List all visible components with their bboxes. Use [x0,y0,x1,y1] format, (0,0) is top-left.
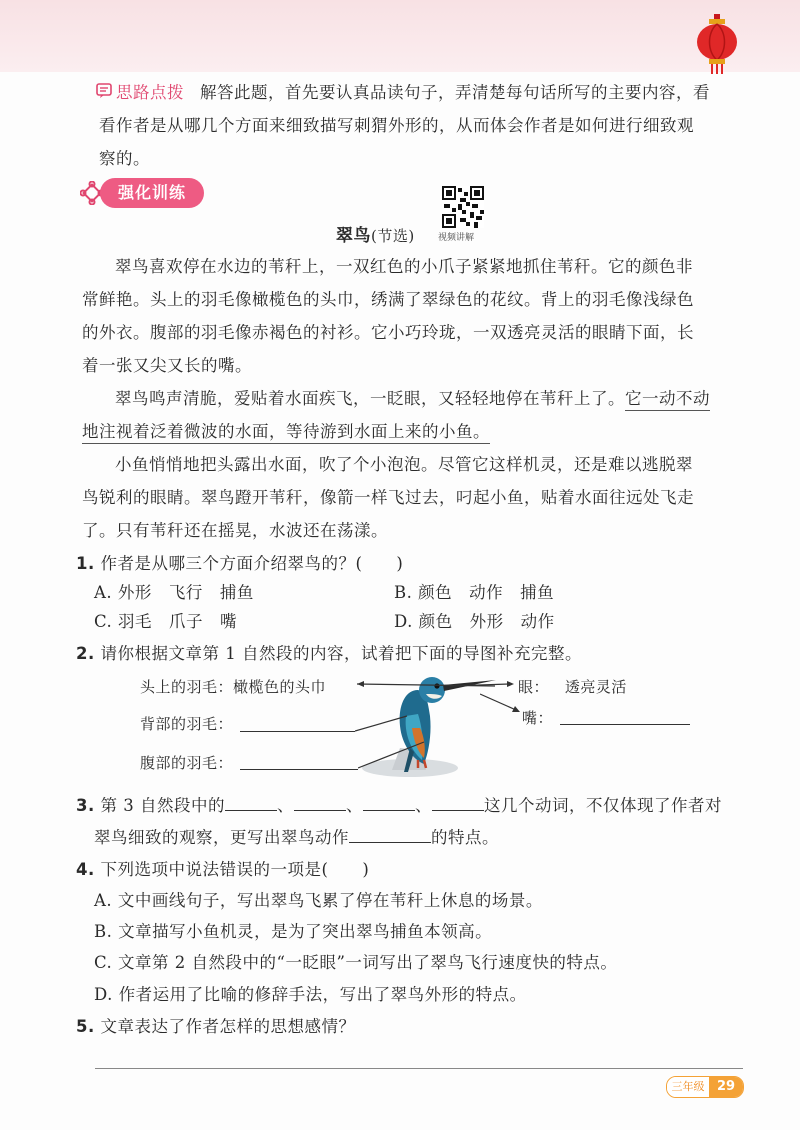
article-p3-line: 了。只有苇秆还在摇晃，水波还在荡漾。 [82,521,388,540]
hint-line-3: 察的。 [99,149,150,168]
article-p1-line: 的外衣。腹部的羽毛像赤褐色的衬衫。它小巧玲珑，一双透亮灵活的眼睛下面，长 [82,323,694,342]
verb-blank-1[interactable] [225,796,277,811]
hint-line-2: 看作者是从哪几个方面来细致描写刺猬外形的，从而体会作者是如何进行细致观 [99,116,694,135]
q1-option-d[interactable]: D. 颜色 外形 动作 [394,612,555,631]
beak-answer-blank[interactable] [560,724,690,725]
back-answer-blank[interactable] [240,731,355,732]
page-number: 29 [709,1077,743,1097]
hint-line-1: 解答此题，首先要认真品读句子，弄清楚每句话所写的主要内容，看 [200,83,710,102]
q4-option-a[interactable]: A. 文中画线句子，写出翠鸟飞累了停在苇秆上休息的场景。 [94,891,543,910]
q4-option-d[interactable]: D. 作者运用了比喻的修辞手法，写出了翠鸟外形的特点。 [94,985,527,1004]
article-title: 翠鸟(节选) [336,226,415,246]
answer-line[interactable] [95,1068,743,1069]
arrow-from-back [355,712,415,736]
verb-blank-2[interactable] [294,796,346,811]
arrow-to-beak [480,692,522,716]
q4-option-b[interactable]: B. 文章描写小鱼机灵，是为了突出翠鸟捕鱼本领高。 [94,922,493,941]
section-label: 强化训练 [100,178,204,208]
question-1: 1. 作者是从哪三个方面介绍翠鸟的？( ) [76,554,404,573]
trait-blank[interactable] [349,828,431,843]
q4-option-c[interactable]: C. 文章第 2 自然段中的“一眨眼”一词写出了翠鸟飞行速度快的特点。 [94,953,618,972]
hint-icon [96,81,114,99]
verb-blank-3[interactable] [363,796,415,811]
map-back-label: 背部的羽毛： [140,715,234,733]
question-4: 4. 下列选项中说法错误的一项是( ) [76,860,370,879]
qr-caption: 视频讲解 [438,233,475,243]
map-head-label: 头上的羽毛：橄榄色的头巾 [140,678,327,696]
question-2: 2. 请你根据文章第 1 自然段的内容，试着把下面的导图补充完整。 [76,644,582,663]
grade-label: 三年级 [667,1077,709,1097]
article-p3-line: 鸟锐利的眼睛。翠鸟蹬开苇秆，像箭一样飞过去，叼起小鱼，贴着水面往远处飞走 [82,488,694,507]
verb-blank-4[interactable] [432,796,484,811]
question-3-line-2: 翠鸟细致的观察，更写出翠鸟动作 的特点。 [94,828,499,847]
arrow-from-belly [358,738,438,772]
article-p2-line-1: 翠鸟鸣声清脆，爱贴着水面疾飞，一眨眼，又轻轻地停在苇秆上了。它一动不动 [115,385,710,409]
q1-option-c[interactable]: C. 羽毛 爪子 嘴 [94,612,238,631]
map-beak-label: 嘴： [522,709,554,727]
map-eye-label: 眼： 透亮灵活 [518,678,627,696]
question-3: 3. 第 3 自然段中的 、 、 、 这几个动词，不仅体现了作者对 [76,796,722,815]
article-p3-line: 小鱼悄悄地把头露出水面，吹了个小泡泡。尽管它这样机灵，还是难以逃脱翠 [115,455,693,474]
article-p2-line-2 [82,418,490,442]
article-p1-line: 着一张又尖又长的嘴。 [82,356,252,375]
page-badge [666,1076,744,1098]
map-belly-label: 腹部的羽毛： [140,754,234,772]
article-p1-line: 翠鸟喜欢停在水边的苇秆上，一双红色的小爪子紧紧地抓住苇秆。它的颜色非 [115,257,693,276]
underlined-sentence: 地注视着泛着微波的水面，等待游到水面上来的小鱼。 [82,422,490,444]
question-5: 5. 文章表达了作者怎样的思想感情？ [76,1017,356,1036]
article-p1-line: 常鲜艳。头上的羽毛像橄榄色的头巾，绣满了翠绿色的花纹。背上的羽毛像浅绿色 [82,290,694,309]
q1-option-b[interactable]: B. 颜色 动作 捕鱼 [394,583,555,602]
belly-answer-blank[interactable] [240,769,358,770]
hint-label: 思路点拨 [116,83,184,102]
qr-code[interactable] [442,186,484,228]
underlined-sentence: 它一动不动 [625,389,710,411]
q1-option-a[interactable]: A. 外形 飞行 捕鱼 [94,583,254,602]
